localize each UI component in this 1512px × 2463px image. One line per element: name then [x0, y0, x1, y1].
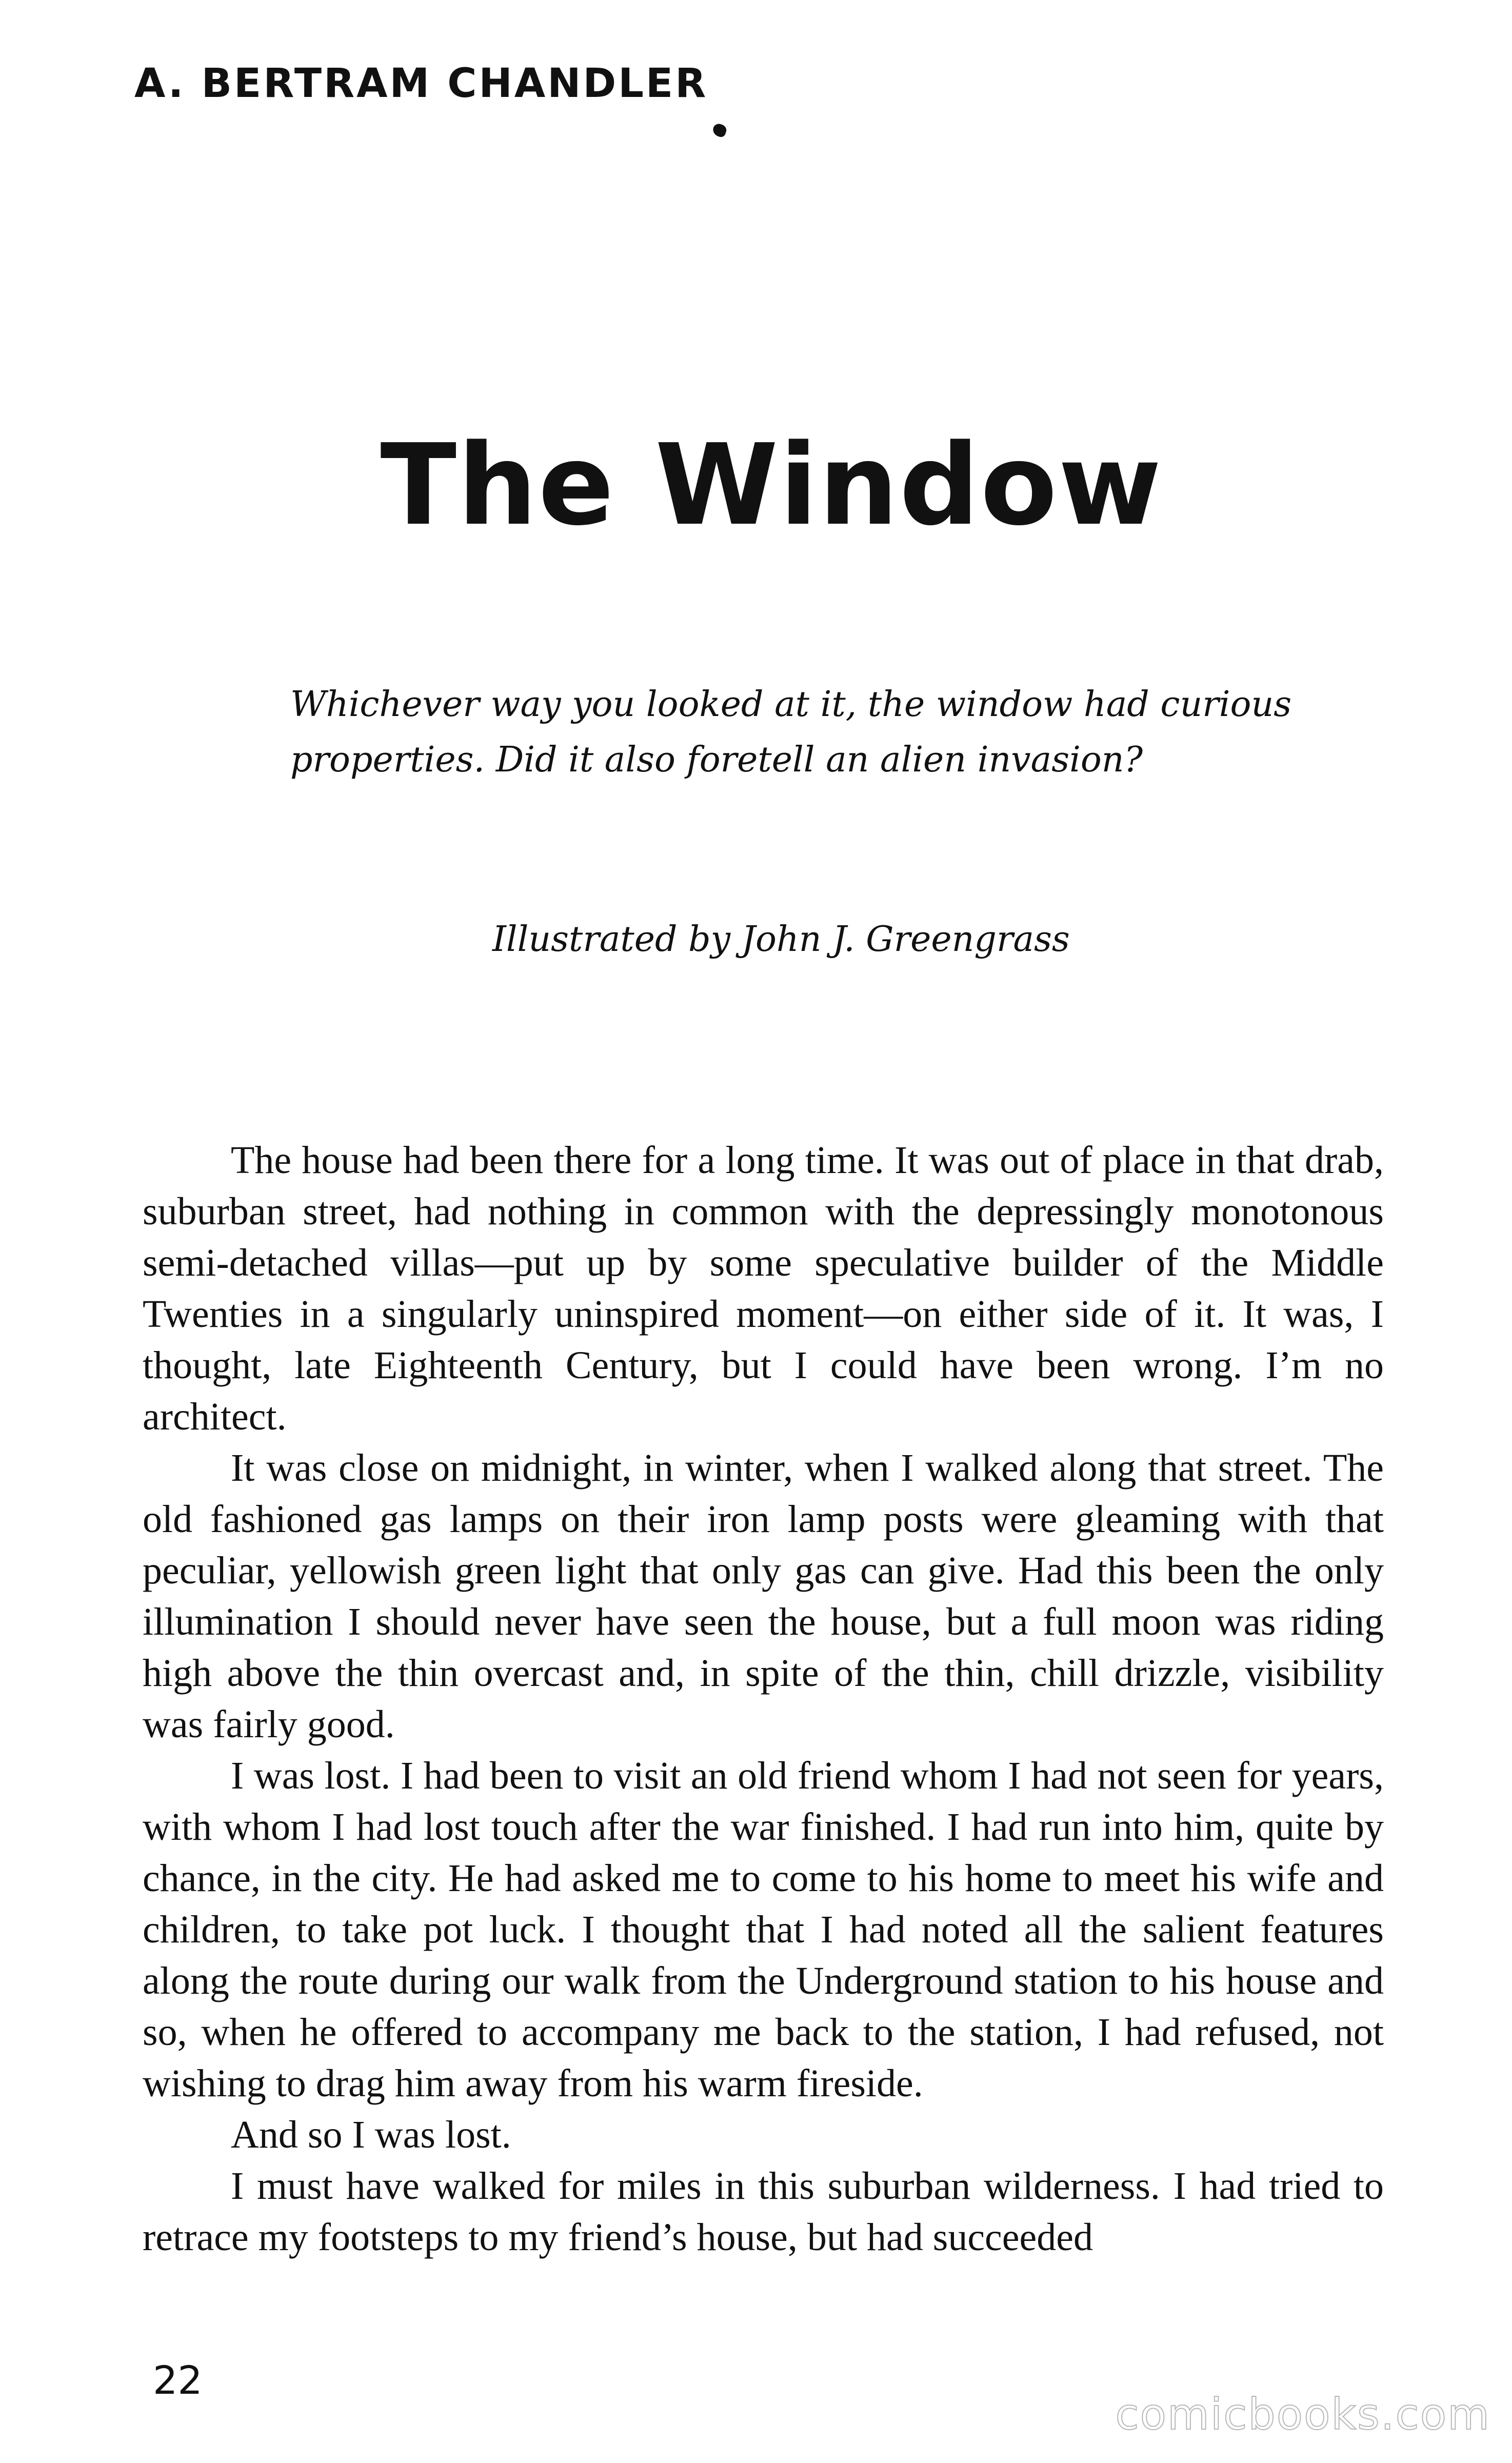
watermark: comicbooks.com: [1115, 2389, 1490, 2439]
story-blurb: [290, 677, 1292, 788]
paragraph: I must have walked for miles in this suburban wilderness. I had tried to retrace my footsteps to my friend’s house, but had succeeded: [143, 2164, 1384, 2259]
author-name: A. BERTRAM CHANDLER: [134, 61, 708, 107]
ink-mark: [711, 122, 728, 138]
paragraph: The house had been there for a long time. It was out of place in that drab, suburban street, had nothing in common with the depressingly monotonous semi-detached villas—put up by some speculative builder of the Middle Twenties in a singularly uninspired moment—on either side of it. It was, I thought, late Eighteenth Century, but I could have been wrong. I’m no architect.: [143, 1139, 1384, 1438]
paragraph: And so I was lost.: [231, 2113, 511, 2156]
blurb-line: Whichever way you looked at it, the window had curious: [290, 684, 1292, 725]
story-title: The Window: [380, 421, 1163, 550]
illustrator-credit: Illustrated by John J. Greengrass: [492, 919, 1070, 960]
paragraph: I was lost. I had been to visit an old friend whom I had not seen for years, with whom I had lost touch after the war finished. I had run into him, quite by chance, in the city. He had asked me to come to his home to meet his wife and children, to take pot luck. I thought that I had noted all the salient features along the route during our walk from the Underground station to his house and so, when he offered to accompany me back to the station, I had refused, not wishing to drag him away from his warm fireside.: [143, 1754, 1384, 2105]
paragraph: It was close on midnight, in winter, when I walked along that street. The old fashioned gas lamps on their iron lamp posts were gleaming with that peculiar, yellowish green light that only gas can give. Had this been the only illumination I should never have seen the house, but a full moon was riding high above the thin overcast and, in spite of the thin, chill drizzle, visibility was fairly good.: [143, 1446, 1384, 1746]
page-number: 22: [153, 2357, 203, 2403]
blurb-line: properties. Did it also foretell an alien invasion?: [290, 740, 1143, 780]
story-body: [143, 1135, 1384, 2263]
